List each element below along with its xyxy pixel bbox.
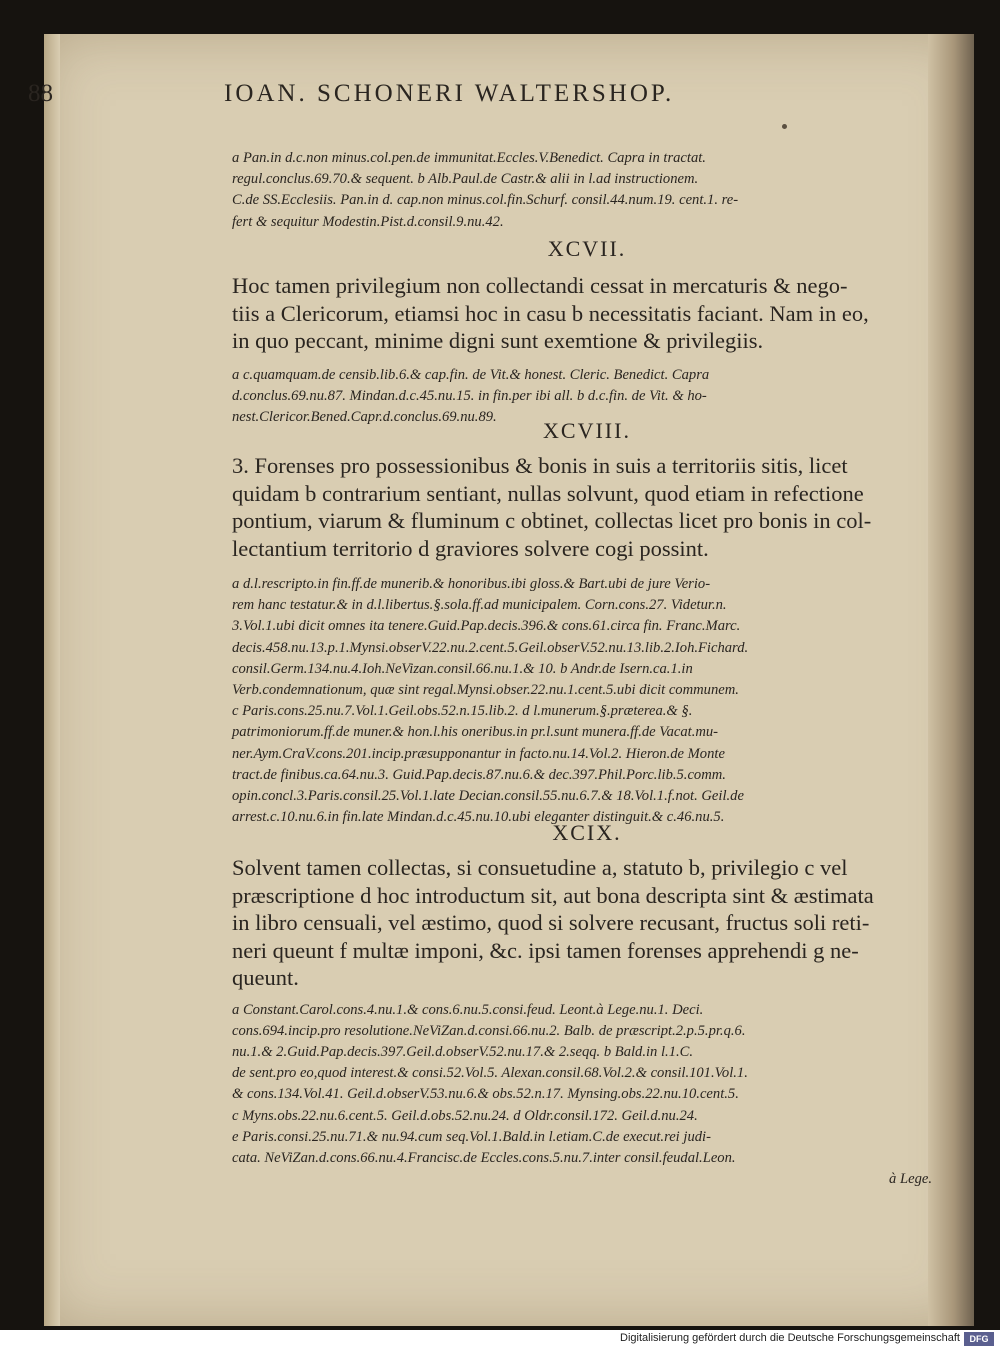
body-line: lectantium territorio d graviores solvere cogi possint. xyxy=(232,535,709,561)
footnotes-carryover xyxy=(232,148,942,233)
body-line: tiis a Clericorum, etiamsi hoc in casu b necessitatis faciant. Nam in eo, xyxy=(232,300,869,326)
note-line: a c.quamquam.de censib.lib.6.& cap.fin. de Vit.& honest. Cleric. Benedict. Capra xyxy=(232,366,710,383)
note-line: à Lege. xyxy=(889,1171,932,1188)
note-line: cons.694.incip.pro resolutione.NeViZan.d.consi.66.nu.2. Balb. de præscript.2.p.5.pr.q.6. xyxy=(232,1022,746,1039)
note-line: nu.1.& 2.Guid.Pap.decis.397.Geil.d.obserV.52.nu.17.& 2.seqq. b Bald.in l.1.C. xyxy=(232,1043,694,1060)
body-line: in libro censuali, vel æstimo, quod si solvere recusant, fructus soli reti- xyxy=(232,910,870,935)
note-line: decis.458.nu.13.p.1.Mynsi.obserV.22.nu.2.cent.5.Geil.obserV.52.nu.13.lib.2.Ioh.Fichard. xyxy=(232,639,749,656)
note-line: c Myns.obs.22.nu.6.cent.5. Geil.d.obs.52.nu.24. d Oldr.consil.172. Geil.d.nu.24. xyxy=(232,1107,698,1124)
note-line: patrimoniorum.ff.de muner.& hon.l.his oneribus.in pr.l.sunt munera.ff.de Vacat.mu- xyxy=(232,724,719,741)
note-line: nest.Clericor.Bened.Capr.d.conclus.69.nu.89. xyxy=(232,408,497,425)
body-line: neri queunt f multæ imponi, &c. ipsi tamen forenses apprehendi g ne- xyxy=(232,937,859,963)
note-line: a Constant.Carol.cons.4.nu.1.& cons.6.nu.5.consi.feud. Leont.à Lege.nu.1. Deci. xyxy=(232,1001,704,1018)
note-line: tract.de finibus.ca.64.nu.3. Guid.Pap.decis.87.nu.6.& dec.397.Phil.Porc.lib.5.comm. xyxy=(232,766,726,783)
note-line: regul.conclus.69.70.& sequent. b Alb.Paul.de Castr.& alii in l.ad instructionem. xyxy=(232,171,699,188)
section-xcviii xyxy=(232,418,942,828)
note-line: C.de SS.Ecclesiis. Pan.in d. cap.non minus.col.fin.Schurf. consil.44.num.19. cent.1. re- xyxy=(232,192,739,209)
note-line: a Pan.in d.c.non minus.col.pen.de immunitat.Eccles.V.Benedict. Capra in tractat. xyxy=(232,150,706,166)
note-line: Verb.condemnationum, quæ sint regal.Mynsi.obser.22.nu.1.cent.5.ubi dicit communem. xyxy=(232,682,739,699)
body-line: Hoc tamen privilegium non collectandi cessat in mercaturis & nego- xyxy=(232,273,848,298)
running-head xyxy=(28,80,884,108)
dfg-logo-icon: DFG xyxy=(964,1332,994,1346)
page-edge xyxy=(44,34,60,1326)
note-line: c Paris.cons.25.nu.7.Vol.1.Geil.obs.52.n.15.lib.2. d l.munerum.§.præterea.& §. xyxy=(232,703,693,720)
section-numeral: XCVIII. xyxy=(543,418,631,443)
footer-bar xyxy=(0,1330,1000,1349)
note-line: ner.Aym.CraV.cons.201.incip.præsupponantur in facto.nu.14.Vol.2. Hieron.de Monte xyxy=(232,745,725,762)
page-number: 88 xyxy=(28,80,53,107)
body-line: 3. Forenses pro possessionibus & bonis in suis a territoriis sitis, licet xyxy=(232,453,848,478)
body-line: Solvent tamen collectas, si consuetudine a, statuto b, privilegio c vel xyxy=(232,855,848,880)
note-line: 3.Vol.1.ubi dicit omnes ita tenere.Guid.Pap.decis.396.& cons.61.circa fin. Franc.Marc. xyxy=(232,618,741,635)
note-line: arrest.c.10.nu.6.in fin.late Mindan.d.c.45.nu.10.ubi eleganter distinguit.& c.46.nu.5. xyxy=(232,809,725,826)
ink-speck xyxy=(782,124,787,129)
note-line: a d.l.rescripto.in fin.ff.de munerib.& honoribus.ibi gloss.& Bart.ubi de jure Verio- xyxy=(232,576,711,592)
section-xcix xyxy=(232,820,942,1190)
section-xcvii xyxy=(232,236,942,428)
note-line: consil.Germ.134.nu.4.Ioh.NeVizan.consil.66.nu.1.& 10. b Andr.de Isern.ca.1.in xyxy=(232,660,693,677)
section-numeral: XCVII. xyxy=(547,236,627,261)
body-line: queunt. xyxy=(232,965,299,990)
note-line: d.conclus.69.nu.87. Mindan.d.c.45.nu.15. in fin.per ibi all. b d.c.fin. de Vit. & ho- xyxy=(232,387,707,404)
body-line: præscriptione d hoc introductum sit, aut bona descripta sint & æstimata xyxy=(232,882,874,908)
note-line: rem hanc testatur.& in d.l.libertus.§.sola.ff.ad municipalem. Corn.cons.27. Videtur.n. xyxy=(232,597,727,614)
note-line: opin.concl.3.Paris.consil.25.Vol.1.late Decian.consil.55.nu.6.7.& 18.Vol.1.f.not. Geil.de xyxy=(232,788,744,805)
note-line: & cons.134.Vol.41. Geil.d.obserV.53.nu.6.& obs.52.n.17. Mynsing.obs.22.nu.10.cent.5. xyxy=(232,1086,739,1103)
note-line: fert & sequitur Modestin.Pist.d.consil.9.nu.42. xyxy=(232,213,504,230)
note-line: cata. NeViZan.d.cons.66.nu.4.Francisc.de Eccles.cons.5.nu.7.inter consil.feudal.Leon. xyxy=(232,1149,736,1166)
body-line: in quo peccant, minime digni sunt exemtione & privilegiis. xyxy=(232,328,764,353)
section-numeral: XCIX. xyxy=(552,820,622,845)
body-line: pontium, viarum & fluminum c obtinet, collectas licet pro bonis in col- xyxy=(232,508,872,533)
body-line: quidam b contrarium sentiant, nullas solvunt, quod etiam in refectione xyxy=(232,480,864,506)
funding-credit: Digitalisierung gefördert durch die Deutsche Forschungsgemeinschaft xyxy=(620,1332,960,1344)
note-line: de sent.pro eo,quod interest.& consi.52.Vol.5. Alexan.consil.68.Vol.2.& consil.101.Vol.1. xyxy=(232,1065,748,1082)
note-line: e Paris.consi.25.nu.71.& nu.94.cum seq.Vol.1.Bald.in l.etiam.C.de execut.rei judi- xyxy=(232,1128,711,1145)
running-title: IOAN. SCHONERI WALTERSHOP. xyxy=(224,80,675,107)
